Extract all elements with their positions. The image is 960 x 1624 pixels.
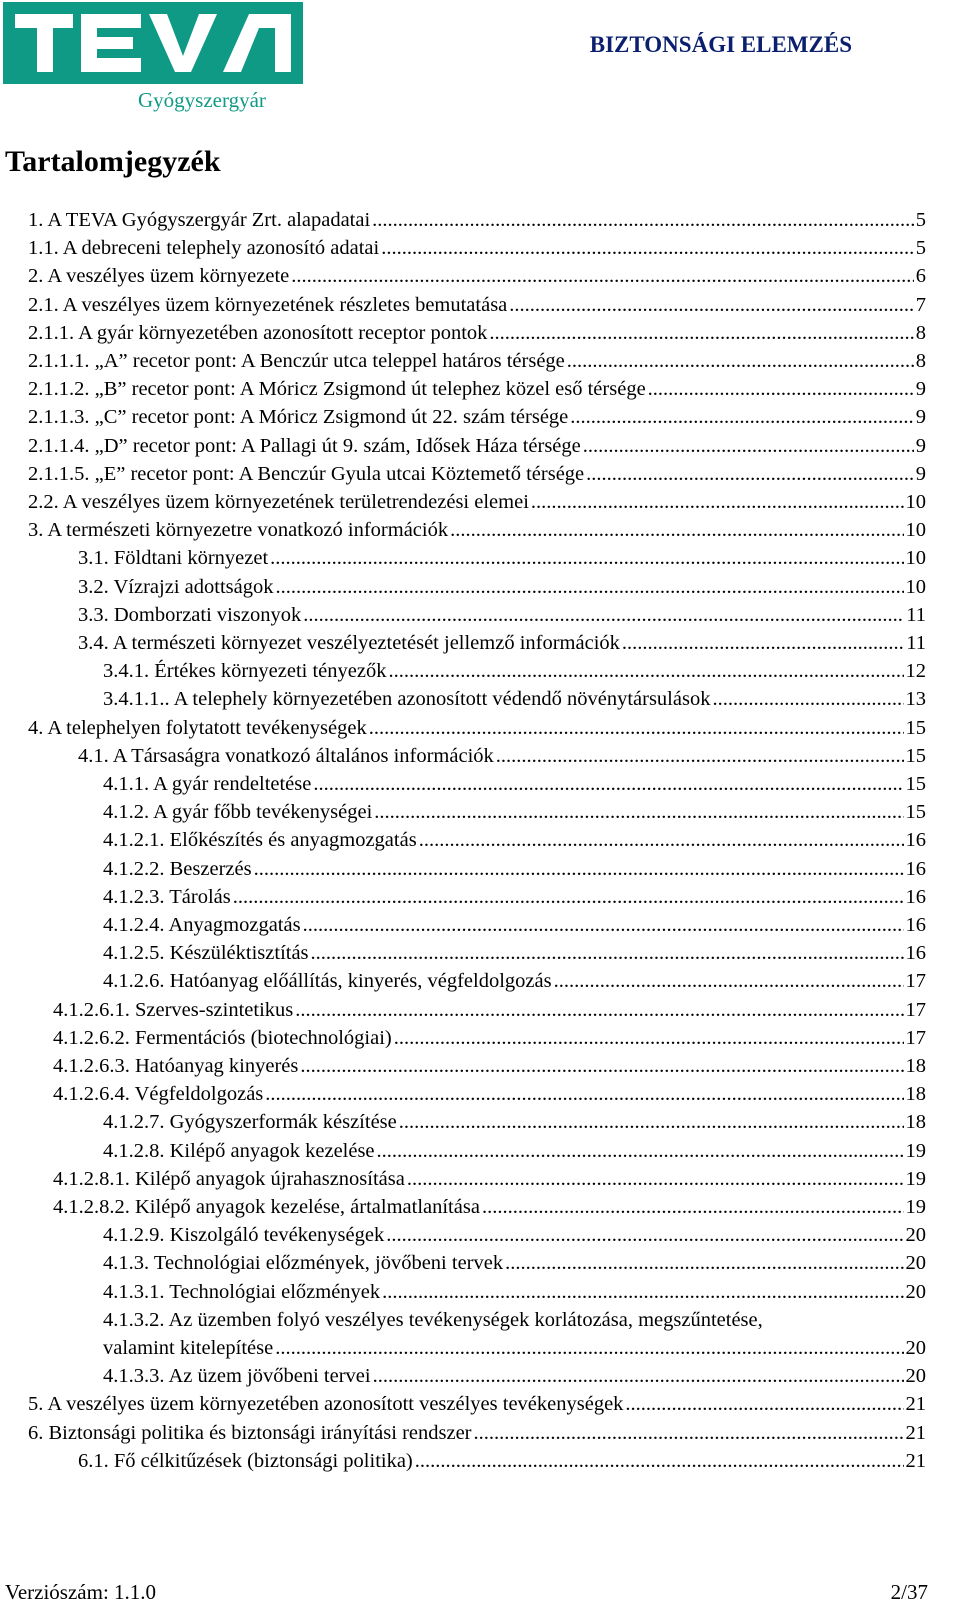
toc-entry[interactable] — [78, 1447, 926, 1475]
toc-entry[interactable] — [28, 206, 926, 234]
toc-entry-page: 16 — [905, 829, 926, 852]
toc-entry[interactable] — [53, 1193, 926, 1221]
toc-leader-dots — [381, 234, 914, 262]
toc-entry-title: 4.1.2.4. Anyagmozgatás — [103, 914, 301, 936]
toc-entry-page: 20 — [905, 1252, 926, 1275]
toc-entry-title: 4.1.2.6.1. Szerves-szintetikus — [53, 998, 294, 1021]
toc-entry-title: 2.1.1.2. „B” recetor pont: A Móricz Zsigmond út telephez közel eső térsége — [28, 378, 646, 401]
toc-leader-dots — [291, 262, 913, 290]
toc-entry[interactable] — [103, 1108, 926, 1136]
toc-entry[interactable] — [28, 1390, 926, 1418]
toc-entry[interactable] — [78, 629, 926, 657]
toc-leader-dots — [505, 1249, 903, 1277]
toc-leader-dots — [295, 996, 903, 1024]
toc-entry-page: 15 — [905, 801, 926, 824]
toc-entry-page: 19 — [905, 1196, 926, 1218]
toc-leader-dots — [399, 1108, 904, 1136]
toc-entry-title: 4. A telephelyen folytatott tevékenységek — [28, 716, 367, 739]
toc-entry[interactable] — [53, 1165, 926, 1193]
toc-entry[interactable] — [53, 1024, 926, 1052]
toc-entry[interactable] — [103, 939, 926, 967]
toc-entry-title: 2.1.1.5. „E” recetor pont: A Benczúr Gyula utcai Köztemető térsége — [28, 462, 585, 485]
toc-leader-dots — [531, 488, 904, 516]
toc-leader-dots — [567, 347, 914, 375]
toc-leader-dots — [369, 714, 904, 742]
toc-leader-dots — [496, 742, 904, 770]
toc-entry-title: 1. A TEVA Gyógyszergyár Zrt. alapadatai — [28, 209, 371, 231]
toc-entry-title: 4.1.2.9. Kiszolgáló tevékenységek — [103, 1224, 385, 1247]
toc-entry-page: 9 — [915, 406, 926, 429]
toc-leader-dots — [570, 403, 913, 431]
document-type-title: BIZTONSÁGI ELEMZÉS — [589, 32, 852, 57]
toc-entry-page: 21 — [905, 1449, 926, 1472]
toc-entry[interactable] — [28, 347, 926, 375]
toc-entry-title: 2. A veszélyes üzem környezete — [28, 265, 290, 288]
toc-entry-page: 6 — [915, 265, 926, 288]
toc-leader-dots — [313, 770, 903, 798]
toc-entry-page: 18 — [905, 1111, 926, 1134]
toc-entry[interactable] — [28, 488, 926, 516]
toc-leader-dots — [648, 375, 914, 403]
toc-leader-dots — [275, 1334, 903, 1362]
toc-leader-dots — [509, 291, 913, 319]
toc-entry-title: 4.1.3.3. Az üzem jövőbeni tervei — [103, 1365, 371, 1388]
toc-entry-page: 12 — [905, 660, 926, 683]
toc-entry-page: 10 — [905, 519, 926, 542]
toc-leader-dots — [712, 685, 903, 713]
toc-entry[interactable] — [103, 855, 926, 883]
logo-subtitle: Gyógyszergyár — [138, 88, 266, 112]
toc-entry-title: 3.4. A természeti környezet veszélyeztetését jellemző információk — [78, 632, 620, 654]
toc-entry-title: 2.1.1.3. „C” recetor pont: A Móricz Zsigmond út 22. szám térsége — [28, 406, 569, 429]
toc-entry-title: 4.1.2.6.2. Fermentációs (biotechnológiai) — [53, 1026, 392, 1049]
toc-entry[interactable] — [78, 573, 926, 601]
toc-leader-dots — [554, 967, 904, 995]
toc-entry-page: 21 — [905, 1421, 926, 1444]
toc-leader-dots — [586, 460, 914, 488]
toc-leader-dots — [270, 544, 903, 572]
toc-entry-page: 13 — [905, 688, 926, 711]
toc-entry[interactable] — [28, 403, 926, 431]
toc-entry-title: 2.1.1.1. „A” recetor pont: A Benczúr utca teleppel határos térsége — [28, 350, 565, 372]
toc-entry-page: 20 — [905, 1365, 926, 1388]
toc-entry-title: 3.4.1.1.. A telephely környezetében azonosított védendő növénytársulások — [103, 688, 711, 711]
toc-entry-title: 4.1.2.5. Készüléktisztítás — [103, 942, 309, 965]
toc-leader-dots — [415, 1447, 904, 1475]
toc-entry-page: 20 — [905, 1280, 926, 1303]
toc-entry-page: 16 — [905, 857, 926, 880]
toc-entry-title: 4.1.2.7. Gyógyszerformák készítése — [103, 1111, 397, 1134]
toc-entry[interactable] — [103, 1249, 926, 1277]
toc-entry[interactable] — [103, 826, 926, 854]
toc-entry-page: 11 — [906, 603, 926, 626]
toc-leader-dots — [382, 1278, 903, 1306]
toc-entry-title: 3.4.1. Értékes környezeti tényezők — [103, 660, 387, 683]
toc-entry-title: 2.1.1.4. „D” recetor pont: A Pallagi út 9. szám, Idősek Háza térsége — [28, 434, 581, 457]
toc-entry-title: 4.1.1. A gyár rendeltetése — [103, 773, 312, 795]
toc-entry-page: 7 — [915, 293, 926, 316]
toc-leader-dots — [254, 855, 904, 883]
toc-leader-dots — [625, 1390, 903, 1418]
toc-entry[interactable] — [28, 714, 926, 742]
toc-entry-title: 4.1.3. Technológiai előzmények, jövőbeni tervek — [103, 1252, 504, 1275]
toc-entry[interactable] — [28, 234, 926, 262]
toc-entry-title: 3.2. Vízrajzi adottságok — [78, 575, 274, 598]
toc-leader-dots — [303, 601, 904, 629]
toc-entry[interactable] — [103, 798, 926, 826]
toc-leader-dots — [372, 206, 914, 234]
toc-leader-dots — [394, 1024, 904, 1052]
toc-leader-dots — [474, 1419, 904, 1447]
toc-leader-dots — [275, 573, 903, 601]
toc-entry[interactable] — [28, 291, 926, 319]
toc-entry[interactable] — [103, 770, 926, 798]
version-number: Verziószám: 1.1.0 — [5, 1580, 157, 1604]
toc-entry-page: 9 — [915, 378, 926, 401]
toc-entry-page: 19 — [905, 1167, 926, 1190]
toc-entry[interactable] — [28, 432, 926, 460]
toc-entry-title: 3.3. Domborzati viszonyok — [78, 603, 302, 626]
toc-entry[interactable] — [78, 601, 926, 629]
toc-entry-title: valamint kitelepítése — [103, 1337, 274, 1359]
toc-entry-title: 6.1. Fő célkitűzések (biztonsági politika) — [78, 1449, 413, 1472]
toc-entry-page: 11 — [906, 632, 926, 654]
toc-entry-title: 3. A természeti környezetre vonatkozó információk — [28, 519, 449, 542]
page-number: 2/37 — [890, 1580, 928, 1604]
toc-entry-title: 2.1.1. A gyár környezetében azonosított receptor pontok — [28, 321, 488, 344]
toc-entry-page: 10 — [905, 491, 926, 513]
toc-entry-title: 4.1.2.1. Előkészítés és anyagmozgatás — [103, 829, 417, 852]
toc-entry[interactable] — [78, 742, 926, 770]
toc-title: Tartalomjegyzék — [5, 145, 221, 178]
toc-leader-dots — [374, 798, 903, 826]
toc-entry-page: 16 — [905, 885, 926, 908]
toc-entry-page: 15 — [905, 744, 926, 767]
toc-leader-dots — [407, 1165, 904, 1193]
toc-entry[interactable] — [53, 996, 926, 1024]
toc-entry[interactable] — [103, 883, 926, 911]
toc-leader-dots — [233, 883, 904, 911]
toc-entry-page: 18 — [905, 1083, 926, 1106]
toc-entry[interactable] — [103, 1221, 926, 1249]
toc-leader-dots — [450, 516, 903, 544]
toc-entry-page: 15 — [905, 773, 926, 795]
toc-entry-title: 4.1. A Társaságra vonatkozó általános információk — [78, 744, 494, 767]
toc-entry[interactable] — [103, 911, 926, 939]
toc-entry-page: 15 — [905, 716, 926, 739]
toc-entry-page: 17 — [905, 1026, 926, 1049]
toc-entry-page: 10 — [905, 547, 926, 570]
toc-leader-dots — [583, 432, 914, 460]
toc-leader-dots — [311, 939, 904, 967]
toc-entry-title: 4.1.2.2. Beszerzés — [103, 857, 252, 880]
teva-logo — [3, 2, 303, 84]
toc-entry[interactable] — [103, 1278, 926, 1306]
toc-entry-title: 4.1.3.1. Technológiai előzmények — [103, 1280, 381, 1303]
toc-entry-page: 18 — [905, 1055, 926, 1077]
toc-entry-page: 20 — [905, 1224, 926, 1247]
toc-entry-title: 4.1.2.3. Tárolás — [103, 885, 231, 908]
toc-entry-title: 4.1.3.2. Az üzemben folyó veszélyes tevékenységek korlátozása, megszűntetése, — [103, 1308, 763, 1331]
toc-entry-page: 16 — [905, 942, 926, 965]
toc-entry[interactable] — [103, 657, 926, 685]
toc-entry-title: 2.2. A veszélyes üzem környezetének területrendezési elemei — [28, 491, 529, 513]
toc-entry-page: 16 — [905, 914, 926, 936]
toc-entry-page: 9 — [915, 462, 926, 485]
toc-entry[interactable] — [28, 1419, 926, 1447]
toc-entry-page: 17 — [905, 998, 926, 1021]
toc-entry-page: 10 — [905, 575, 926, 598]
toc-leader-dots — [303, 911, 904, 939]
toc-entry-page: 5 — [915, 209, 926, 231]
toc-leader-dots — [377, 1137, 904, 1165]
toc-entry-page: 19 — [905, 1139, 926, 1162]
toc-entry-page: 5 — [915, 237, 926, 260]
toc-leader-dots — [373, 1362, 904, 1390]
toc-entry[interactable] — [53, 1052, 926, 1080]
toc-entry-title: 2.1. A veszélyes üzem környezetének részletes bemutatása — [28, 293, 508, 316]
toc-leader-dots — [419, 826, 904, 854]
toc-entry-page: 17 — [905, 970, 926, 993]
toc-entry-title: 4.1.2. A gyár főbb tevékenységei — [103, 801, 373, 824]
toc-entry-title: 4.1.2.8. Kilépő anyagok kezelése — [103, 1139, 375, 1162]
toc-entry[interactable] — [28, 319, 926, 347]
toc-entry-page: 8 — [915, 321, 926, 344]
toc-leader-dots — [622, 629, 904, 657]
toc-entry-title: 4.1.2.8.2. Kilépő anyagok kezelése, ártalmatlanítása — [53, 1196, 480, 1218]
toc-leader-dots — [386, 1221, 903, 1249]
toc-entry[interactable] — [103, 1362, 926, 1390]
toc-entry-page: 8 — [915, 350, 926, 372]
toc-leader-dots — [388, 657, 903, 685]
toc-entry[interactable] — [103, 1334, 926, 1362]
toc-entry[interactable] — [53, 1080, 926, 1108]
toc-entry-title: 3.1. Földtani környezet — [78, 547, 269, 570]
toc-leader-dots — [300, 1052, 903, 1080]
toc-entry[interactable] — [103, 1306, 926, 1334]
toc-leader-dots — [265, 1080, 903, 1108]
toc-entry[interactable] — [28, 262, 926, 290]
toc-entry-title: 4.1.2.6. Hatóanyag előállítás, kinyerés, végfeldolgozás — [103, 970, 552, 993]
toc-entry[interactable] — [78, 544, 926, 572]
toc-entry[interactable] — [103, 1137, 926, 1165]
toc-entry-title: 4.1.2.8.1. Kilépő anyagok újrahasznosítása — [53, 1167, 405, 1190]
toc-entry[interactable] — [28, 460, 926, 488]
toc-entry-title: 4.1.2.6.4. Végfeldolgozás — [53, 1083, 264, 1106]
toc-entry[interactable] — [28, 375, 926, 403]
toc-entry-title: 1.1. A debreceni telephely azonosító adatai — [28, 237, 380, 260]
toc-entry-title: 4.1.2.6.3. Hatóanyag kinyerés — [53, 1055, 299, 1077]
toc-entry[interactable] — [103, 967, 926, 995]
toc-entry[interactable] — [28, 516, 926, 544]
toc-entry-title: 5. A veszélyes üzem környezetében azonosított veszélyes tevékenységek — [28, 1393, 624, 1416]
toc-entry-page: 9 — [915, 434, 926, 457]
toc-entry-page: 21 — [905, 1393, 926, 1416]
toc-entry[interactable] — [103, 685, 926, 713]
toc-entry-page: 20 — [905, 1337, 926, 1359]
toc-entry-title: 6. Biztonsági politika és biztonsági irányítási rendszer — [28, 1421, 472, 1444]
toc-leader-dots — [489, 319, 913, 347]
toc-leader-dots — [482, 1193, 904, 1221]
